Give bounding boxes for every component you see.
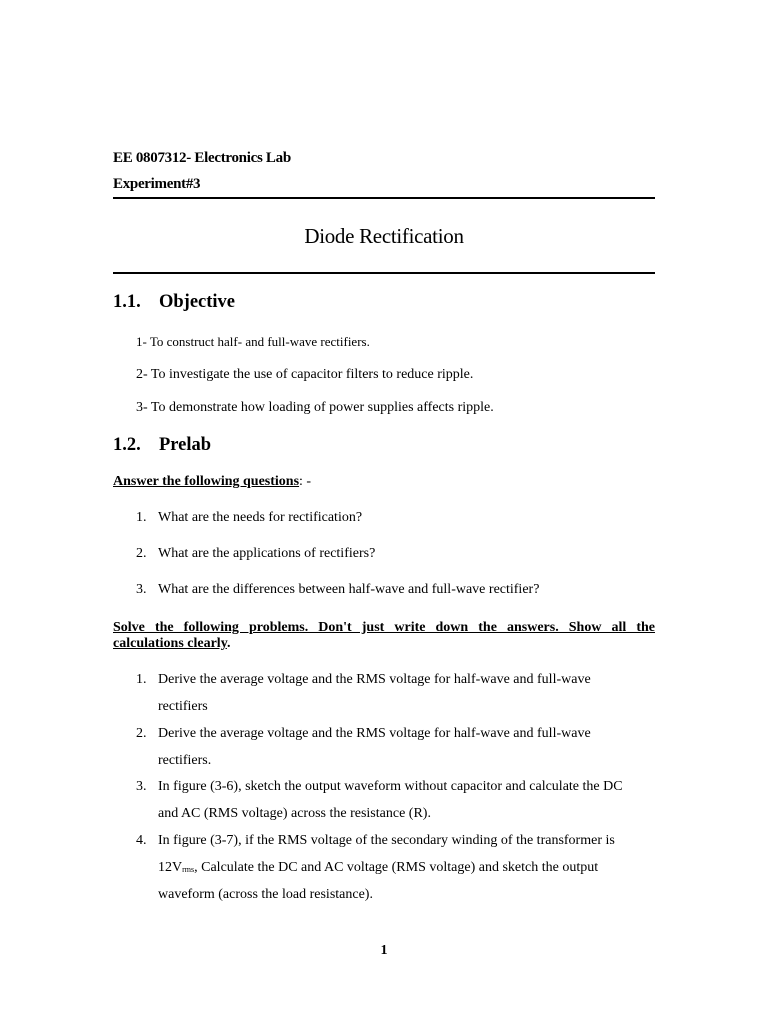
section-number: 1.2.	[113, 435, 141, 455]
problem-text: rectifiers.	[158, 753, 212, 768]
section-heading-prelab	[113, 435, 211, 456]
objective-item: 1- To construct half- and full-wave rectifiers.	[136, 334, 370, 349]
question-text: What are the applications of rectifiers?	[158, 546, 376, 561]
voltage-value: 12V	[158, 860, 183, 875]
problem-number: 1.	[136, 672, 147, 687]
problem-text: Derive the average voltage and the RMS voltage for half-wave and full-wave	[158, 726, 591, 741]
section-title: Objective	[159, 292, 236, 312]
problem-text: rectifiers	[158, 699, 208, 714]
header-rule-top	[113, 197, 655, 199]
problem-number: 2.	[136, 726, 147, 741]
answer-suffix: : -	[299, 474, 312, 489]
solve-instruction-suffix: .	[226, 636, 231, 651]
section-number: 1.1.	[113, 292, 141, 312]
question-number: 3.	[136, 582, 147, 597]
section-heading-objective	[113, 292, 235, 313]
answer-label: Answer the following questions	[113, 474, 300, 489]
problem-text: In figure (3-6), sketch the output waveform without capacitor and calculate the DC	[158, 779, 623, 794]
solve-instruction-line2	[113, 636, 230, 652]
experiment-label: Experiment#3	[113, 176, 201, 192]
voltage-subscript: rms	[182, 865, 195, 874]
problem-text-continued: , Calculate the DC and AC voltage (RMS voltage) and sketch the output	[194, 860, 599, 875]
solve-instruction-line1: Solve the following problems. Don't just write down the answers. Show all the	[113, 620, 655, 635]
question-number: 2.	[136, 546, 147, 561]
problem-number: 4.	[136, 833, 147, 848]
problem-number: 3.	[136, 779, 147, 794]
document-title: Diode Rectification	[304, 224, 464, 248]
problem-text	[158, 860, 598, 876]
header-rule-bottom	[113, 272, 655, 274]
section-title: Prelab	[159, 435, 212, 455]
course-header: EE 0807312- Electronics Lab	[113, 150, 291, 166]
answer-instruction	[113, 474, 311, 490]
problem-text: Derive the average voltage and the RMS voltage for half-wave and full-wave	[158, 672, 591, 687]
page-number: 1	[380, 943, 388, 958]
question-text: What are the needs for rectification?	[158, 510, 363, 525]
objective-item: 2- To investigate the use of capacitor filters to reduce ripple.	[136, 367, 474, 382]
problem-text: and AC (RMS voltage) across the resistance (R).	[158, 806, 431, 821]
problem-text: In figure (3-7), if the RMS voltage of the secondary winding of the transformer is	[158, 833, 615, 848]
solve-instruction-text: calculations clearly	[113, 636, 227, 651]
question-number: 1.	[136, 510, 147, 525]
objective-item: 3- To demonstrate how loading of power supplies affects ripple.	[136, 400, 494, 415]
question-text: What are the differences between half-wave and full-wave rectifier?	[158, 582, 540, 597]
problem-text: waveform (across the load resistance).	[158, 887, 373, 902]
